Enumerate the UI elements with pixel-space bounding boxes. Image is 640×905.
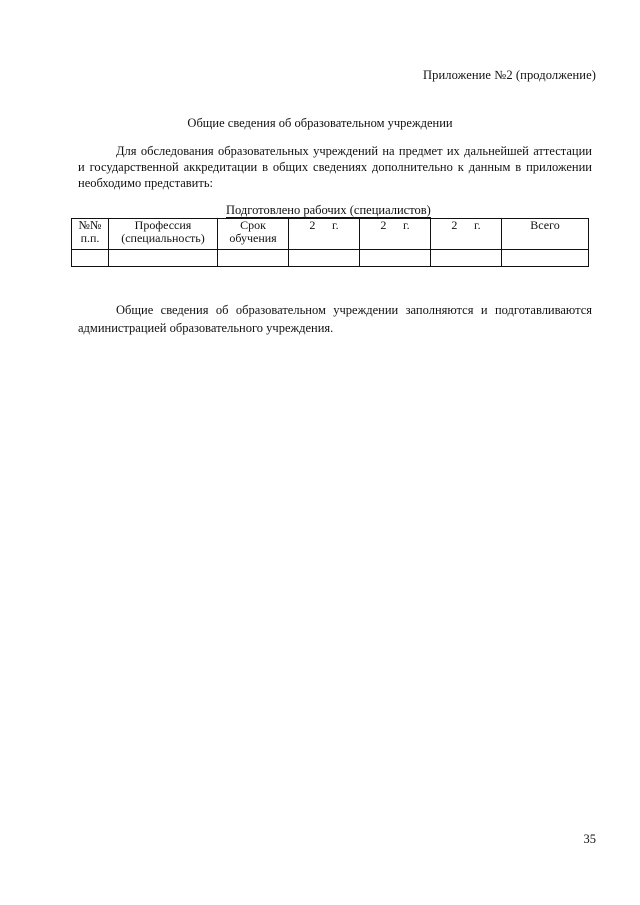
header-profession-line1: Профессия bbox=[134, 218, 192, 232]
appendix-label: Приложение №2 (продолжение) bbox=[422, 68, 596, 82]
document-heading: Общие сведения об образовательном учреждении bbox=[187, 116, 453, 130]
intro-paragraph: Для обследования образовательных учреждений на предмет их дальнейшей аттестации и государственной аккредитации в общих сведениях дополнительно к данным в приложении необходимо представить: bbox=[78, 144, 592, 190]
table-cell bbox=[218, 250, 289, 267]
header-num-line1: №№ bbox=[78, 218, 102, 232]
header-term-cell bbox=[218, 219, 289, 250]
table-caption: Подготовлено рабочих (специалистов) bbox=[226, 203, 431, 217]
header-year1-num: 2 bbox=[309, 218, 316, 232]
header-term-line2: обучения bbox=[229, 231, 277, 245]
header-year2-num: 2 bbox=[380, 218, 387, 232]
table-header-row bbox=[72, 219, 589, 250]
header-profession-cell bbox=[109, 219, 218, 250]
table-cell bbox=[360, 250, 431, 267]
header-year2-cell bbox=[360, 219, 431, 250]
table-cell bbox=[109, 250, 218, 267]
header-num-line2: п.п. bbox=[80, 231, 100, 245]
header-num-cell bbox=[72, 219, 109, 250]
page-number: 35 bbox=[583, 832, 596, 846]
graduates-table bbox=[71, 218, 589, 267]
table-cell bbox=[72, 250, 109, 267]
closing-paragraph: Общие сведения об образовательном учреждении заполняются и подготавливаются администрацией образовательного учреждения. bbox=[78, 303, 592, 335]
header-year1-cell bbox=[289, 219, 360, 250]
table-row bbox=[72, 250, 589, 267]
table-cell bbox=[289, 250, 360, 267]
header-profession-line2: (специальность) bbox=[121, 231, 205, 245]
header-year3-cell bbox=[431, 219, 502, 250]
header-year2-suffix: г. bbox=[403, 218, 410, 232]
header-year3-suffix: г. bbox=[474, 218, 481, 232]
header-year1-suffix: г. bbox=[332, 218, 339, 232]
header-term-line1: Срок bbox=[240, 218, 266, 232]
table-cell bbox=[502, 250, 589, 267]
header-total-cell: Всего bbox=[502, 219, 589, 250]
header-year3-num: 2 bbox=[451, 218, 458, 232]
table-cell bbox=[431, 250, 502, 267]
